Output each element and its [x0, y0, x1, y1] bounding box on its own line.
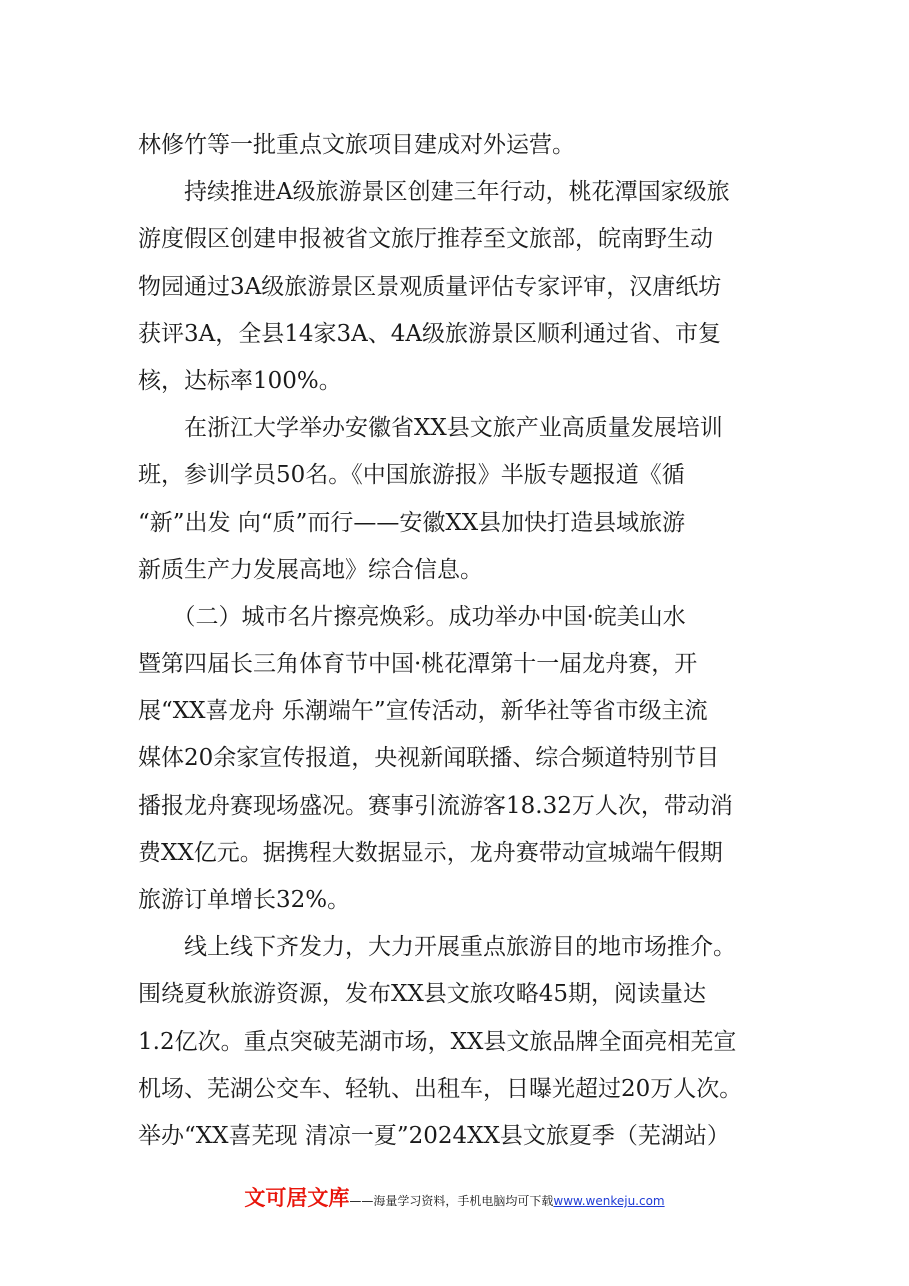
text-line: 举办“XX喜芜现 清凉一夏”2024XX县文旅夏季（芜湖站） — [138, 1122, 730, 1149]
document-body — [138, 122, 798, 1160]
brand-name: 文可居文库 — [244, 1186, 350, 1210]
text-line: 播报龙舟赛现场盛况。赛事引流游客18.32万人次，带动消 — [138, 792, 733, 819]
text-line: 1.2亿次。重点突破芜湖市场，XX县文旅品牌全面亮相芜宣 — [138, 1028, 737, 1055]
text-line: 费XX亿元。据携程大数据显示，龙舟赛带动宣城端午假期 — [138, 839, 723, 866]
text-line: 线上线下齐发力，大力开展重点旅游目的地市场推介。 — [138, 934, 736, 961]
text-line: 暨第四届长三角体育节中国·桃花潭第十一届龙舟赛，开 — [138, 651, 698, 678]
text-line: 机场、芜湖公交车、轻轨、出租车，日曝光超过20万人次。 — [138, 1075, 743, 1102]
text-line: 物园通过3A级旅游景区景观质量评估专家评审，汉唐纸坊 — [138, 273, 722, 300]
text-line: 媒体20余家宣传报道，央视新闻联播、综合频道特别节目 — [138, 745, 720, 772]
text-line: 核，达标率100%。 — [138, 367, 342, 394]
text-line: 在浙江大学举办安徽省XX县文旅产业高质量发展培训 — [138, 415, 723, 442]
text-line: 展“XX喜龙舟 乐潮端午”宣传活动，新华社等省市级主流 — [138, 698, 708, 725]
text-line: 游度假区创建申报被省文旅厅推荐至文旅部，皖南野生动 — [138, 226, 713, 253]
text-line: 围绕夏秋旅游资源，发布XX县文旅攻略45期，阅读量达 — [138, 981, 707, 1008]
text-line: “新”出发 向“质”而行——安徽XX县加快打造县域旅游 — [138, 509, 686, 536]
text-line: 获评3A，全县14家3A、4A级旅游景区顺利通过省、市复 — [138, 320, 721, 347]
footer-tagline: ——海量学习资料，手机电脑均可下载 — [349, 1194, 554, 1208]
website-link[interactable]: www.wenkeju.com — [553, 1194, 665, 1208]
footer-banner — [0, 1182, 909, 1212]
text-line: （二）城市名片擦亮焕彩。成功举办中国·皖美山水 — [138, 603, 686, 630]
text-line: 班，参训学员50名。《中国旅游报》半版专题报道《循 — [138, 462, 685, 489]
text-line: 持续推进A级旅游景区创建三年行动，桃花潭国家级旅 — [138, 179, 730, 206]
text-line: 林修竹等一批重点文旅项目建成对外运营。 — [138, 132, 575, 158]
text-line: 旅游订单增长32%。 — [138, 887, 351, 913]
text-line: 新质生产力发展高地》综合信息。 — [138, 556, 483, 583]
